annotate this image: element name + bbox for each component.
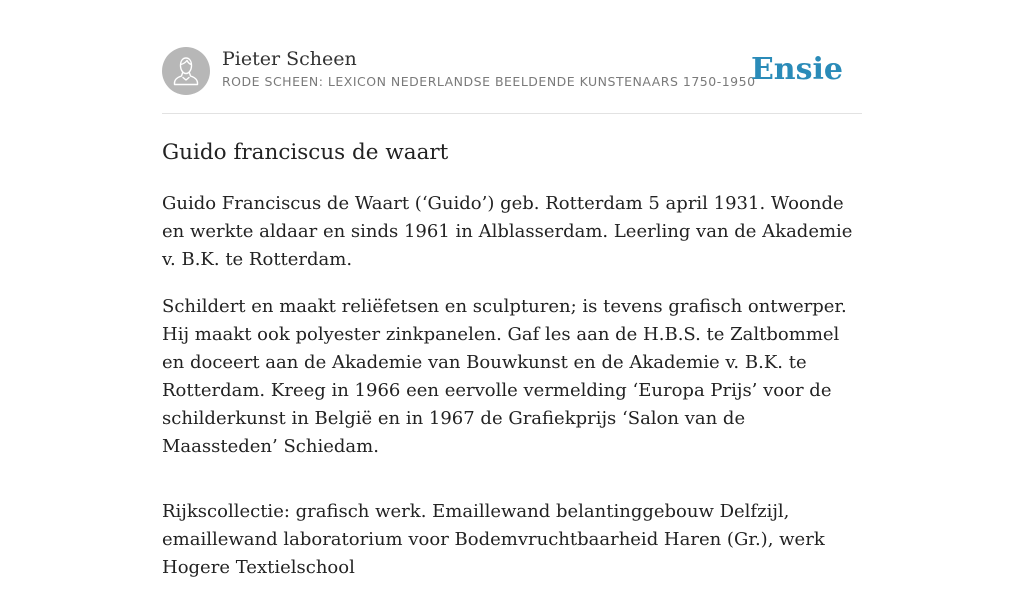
avatar[interactable] [162, 47, 210, 95]
user-icon [162, 47, 210, 95]
article-body [162, 190, 866, 601]
article-header [162, 47, 862, 95]
author-name[interactable]: Pieter Scheen [222, 48, 357, 70]
page-title: Guido franciscus de waart [162, 140, 449, 165]
article-paragraph-3: Rijkscollectie: grafisch werk. Emaillewand belantinggebouw Delfzijl, emaillewand laboratorium voor Bodemvruchtbaarheid Haren (Gr.), werk Hogere Textielschool [162, 501, 825, 578]
source-label[interactable]: RODE SCHEEN: LEXICON NEDERLANDSE BEELDENDE KUNSTENAARS 1750-1950 [222, 74, 756, 89]
brand-logo[interactable]: Ensie [750, 52, 843, 87]
article-paragraph-2: Schildert en maakt reliëfetsen en sculpturen; is tevens grafisch ontwerper. Hij maakt ook polyester zinkpanelen. Gaf les aan de H.B.S. te Zaltbommel en doceert aan de Akademie van Bouwkunst en de Akademie v. B.K. te Rotterdam. Kreeg in 1966 een eervolle vermelding ‘Europa Prijs’ voor de schilderkunst in België en in 1967 de Grafiekprijs ‘Salon van de Maassteden’ Schiedam. [162, 296, 847, 457]
article-paragraph-1: Guido Franciscus de Waart (‘Guido’) geb. Rotterdam 5 april 1931. Woonde en werkte aldaar en sinds 1961 in Alblasserdam. Leerling van de Akademie v. B.K. te Rotterdam. [162, 193, 853, 270]
header-divider [162, 113, 862, 114]
